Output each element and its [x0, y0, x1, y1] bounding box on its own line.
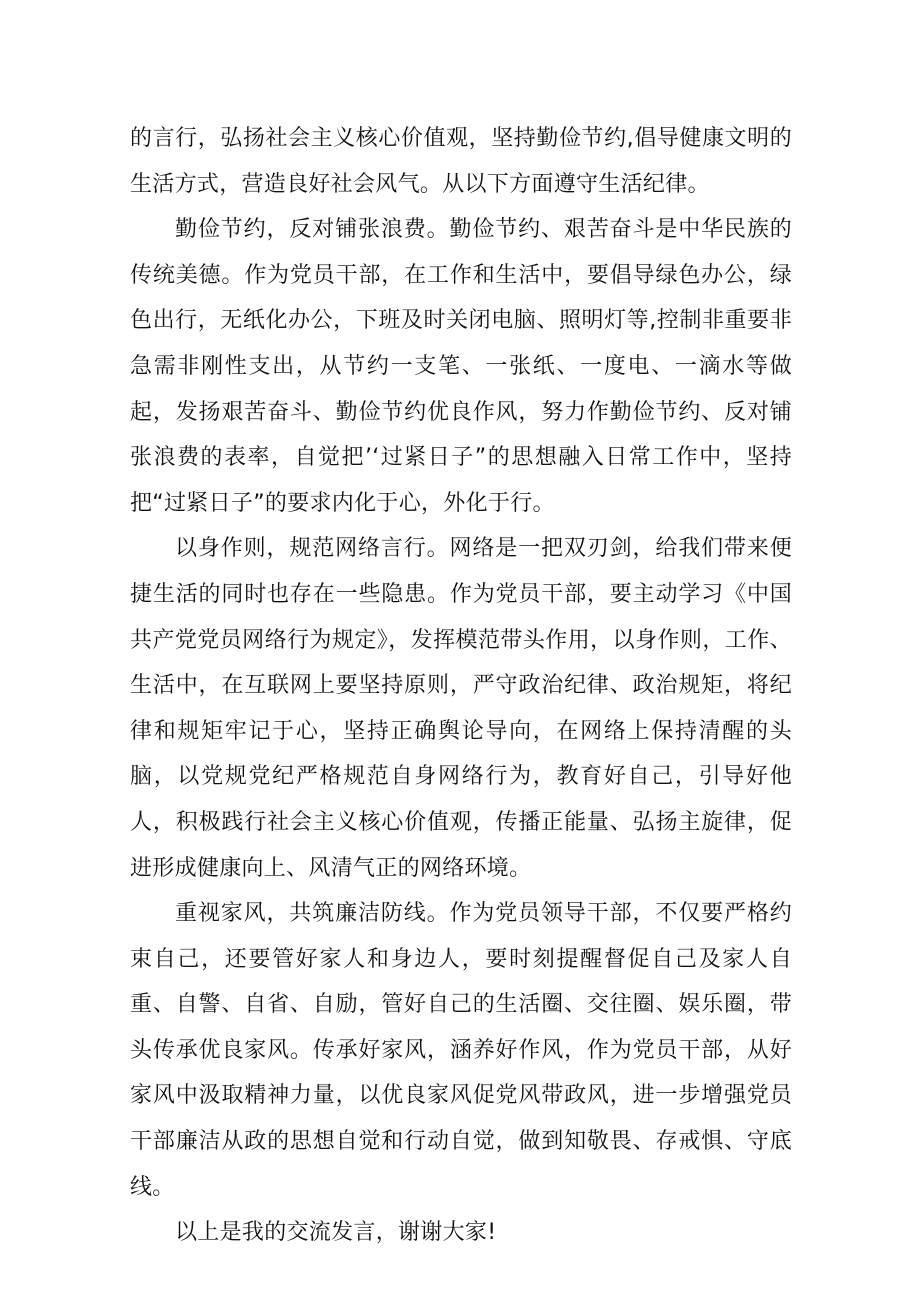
paragraph-intro: 的言行，弘扬社会主义核心价值观，坚持勤俭节约,倡导健康文明的生活方式，营造良好社会风气。从以下方面遵守生活纪律。 — [130, 126, 792, 197]
paragraph-online-conduct: 以身作则，规范网络言行。网络是一把双刃剑，给我们带来便捷生活的同时也存在一些隐患。作为党员干部，要主动学习《中国共产党党员网络行为规定》，发挥模范带头作用，以身作则，工作、生活中，在互联网上要坚持原则，严守政治纪律、政治规矩，将纪律和规矩牢记于心，坚持正确舆论导向，在网络上保持清醒的头脑，以党规党纪严格规范自身网络行为，教育好自己，引导好他人，积极践行社会主义核心价值观，传播正能量、弘扬主旋律，促进形成健康向上、风清气正的网络环境。 — [130, 536, 792, 881]
paragraph-frugality: 勤俭节约，反对铺张浪费。勤俭节约、艰苦奋斗是中华民族的传统美德。作为党员干部，在工作和生活中，要倡导绿色办公，绿色出行，无纸化办公，下班及时关闭电脑、照明灯等,控制非重要非急需非刚性支出，从节约一支笔、一张纸、一度电、一滴水等做起，发扬艰苦奋斗、勤俭节约优良作风，努力作勤俭节约、反对铺张浪费的表率，自觉把’‘过紧日子”的思想融入日常工作中，坚持把“过紧日子”的要求内化于心，外化于行。 — [130, 217, 792, 516]
document-body — [130, 116, 792, 1256]
paragraph-family-values: 重视家风，共筑廉洁防线。作为党员领导干部，不仅要严格约束自己，还要管好家人和身边人，要时刻提醒督促自己及家人自重、自警、自省、自励，管好自己的生活圈、交往圈、娱乐圈，带头传承优良家风。传承好家风，涵养好作风，作为党员干部，从好家风中汲取精神力量，以优良家风促党风带政风，进一步增强党员干部廉洁从政的思想自觉和行动自觉，做到知敬畏、存戒惧、守底线。 — [130, 901, 792, 1200]
paragraph-closing: 以上是我的交流发言，谢谢大家! — [175, 1220, 497, 1246]
